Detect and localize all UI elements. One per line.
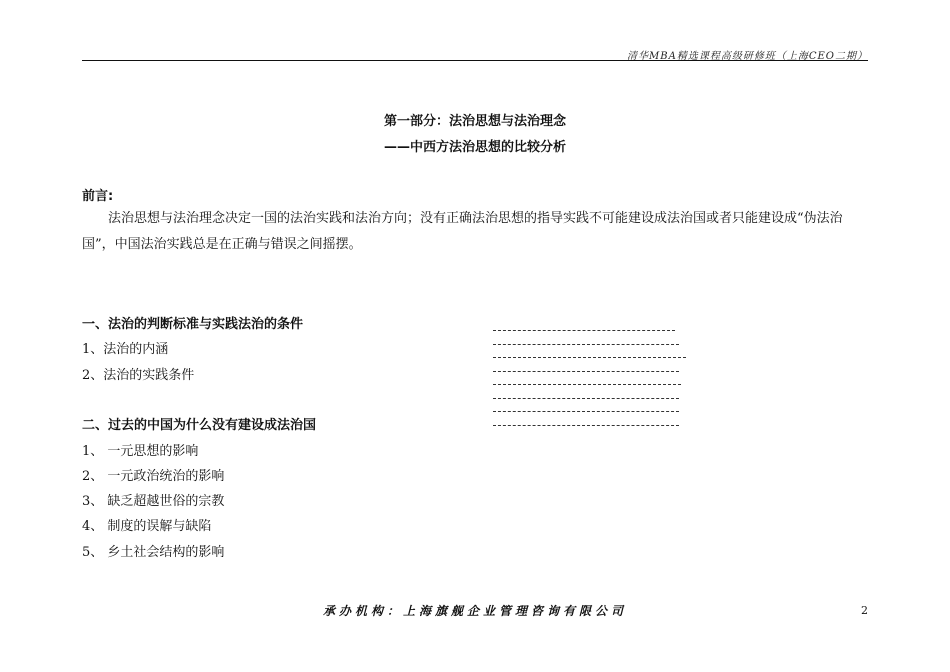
list-item: 3、 缺乏超越世俗的宗教	[82, 494, 225, 509]
section-heading-1: 一、法治的判断标准与实践法治的条件	[82, 317, 304, 332]
note-line	[493, 371, 679, 372]
note-line	[493, 425, 679, 426]
note-line	[493, 330, 675, 331]
part-subtitle: ——中西方法治思想的比较分析	[383, 140, 566, 155]
list-item: 5、 乡土社会结构的影响	[82, 545, 225, 560]
note-line	[493, 384, 681, 385]
list-item: 1、 一元思想的影响	[82, 444, 199, 459]
running-header: 清华MBA精选课程高级研修班（上海CEO二期）	[627, 51, 868, 62]
list-item: 2、法治的实践条件	[82, 368, 195, 383]
note-line	[493, 344, 679, 345]
list-item: 4、 制度的误解与缺陷	[82, 519, 212, 534]
header-rule	[82, 60, 868, 61]
note-lines	[493, 330, 688, 438]
note-line	[493, 411, 679, 412]
section-heading-2: 二、过去的中国为什么没有建设成法治国	[82, 418, 317, 433]
preface-label: 前言:	[82, 189, 114, 204]
note-line	[493, 398, 679, 399]
footer-organizer: 承办机构：上海旗舰企业管理咨询有限公司	[322, 604, 627, 618]
page-number: 2	[861, 604, 868, 617]
list-item: 2、 一元政治统治的影响	[82, 469, 225, 484]
list-item: 1、法治的内涵	[82, 342, 169, 357]
preface-paragraph: 法治思想与法治理念决定一国的法治实践和法治方向；没有正确法治思想的指导实践不可能建设成法治国或者只能建设成“伪法治国”，中国法治实践总是在正确与错误之间摇摆。	[82, 211, 843, 252]
note-line	[493, 357, 686, 358]
part-title: 第一部分：法治思想与法治理念	[383, 114, 566, 129]
